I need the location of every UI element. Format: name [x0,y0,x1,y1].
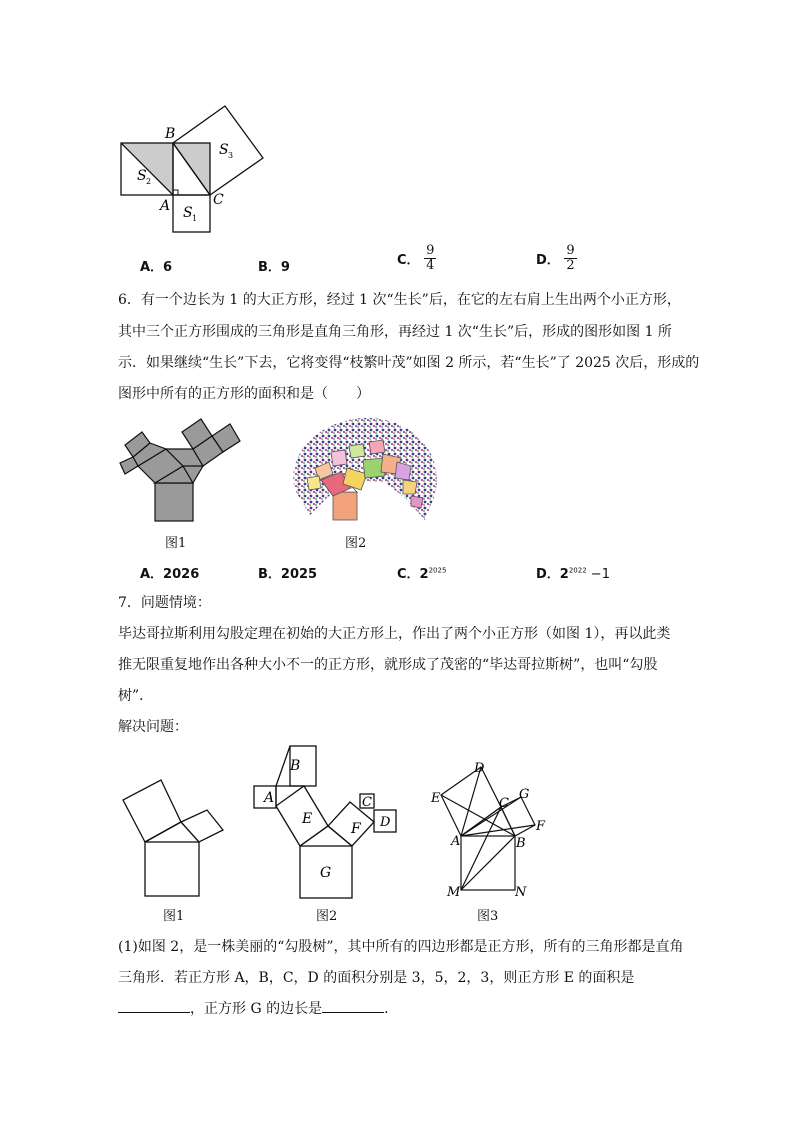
q7-line-2: 毕达哥拉斯利用勾股定理在初始的大正方形上，作出了两个小正方形（如图 1），再以此类 [118,626,671,642]
fig2-label-G: G [320,865,332,881]
q7-line-1: 7．问题情境： [118,595,211,611]
q5-choice-c-prefix: C． [397,253,420,268]
q6-line-3: 示．如果继续“生长”下去，它将变得“枝繁叶茂”如图 2 所示，若“生长”了 2025 次后，形成的 [118,355,700,371]
q5-choice-b: B．9 [258,260,290,275]
q6-choice-c [397,563,446,582]
answer-blank-g-side[interactable] [322,1012,384,1013]
fig3-label-F: F [536,819,546,834]
fig3-label-D: D [474,761,485,776]
q5-choice-d [536,244,577,273]
q7-line-3: 推无限重复地作出各种大小不一的正方形，就形成了茂密的“毕达哥拉斯树”，也叫“勾股 [118,657,658,673]
fig2-label-A: A [264,790,275,806]
q7-p1-line-3b: ． [384,1001,399,1017]
q6-line-1: 6．有一个边长为 1 的大正方形，经过 1 次“生长”后，在它的左右肩上生出两个小正方形， [118,292,681,308]
q7-figure-3 [425,755,560,903]
q6-c-exp: 2025 [428,566,447,575]
q7-line-4: 树”． [118,688,154,704]
fig2-label-B: B [290,758,301,774]
q7-p1-line-3a: ，正方形 G 的边长是 [190,1001,323,1017]
label-C: C [213,192,224,208]
label-S2: S [137,168,147,184]
q5-d-den: 2 [566,258,575,273]
q6-choice-b: B．2025 [258,567,318,582]
q5-choice-d-prefix: D． [536,253,560,268]
fig3-label-C: C [499,796,509,811]
fig2-label-D: D [380,815,391,830]
q7-p1-line-2: 三角形．若正方形 A，B，C，D 的面积分别是 3，5，2，3，则正方形 E 的面积是 [118,970,635,986]
q7-p1-line-1: (1)如图 2，是一株美丽的“勾股树”，其中所有的四边形都是正方形，所有的三角形都是直角 [118,939,684,955]
q5-c-num: 9 [426,243,435,258]
fig3-label-M: M [447,885,461,900]
q6-fig1-caption: 图1 [165,536,187,551]
fig3-label-N: N [515,885,527,900]
q5-d-num: 9 [566,243,575,258]
fig3-label-E: E [431,791,441,806]
q6-c-base: C．2 [397,567,429,582]
q6-choice-a: A．2026 [140,567,200,582]
q7-figure-1 [115,770,235,900]
label-S2-sub: 2 [146,177,152,186]
label-S1-sub: 1 [192,214,198,223]
q6-d-base: D．2 [536,567,569,582]
answer-blank-e-area[interactable] [118,1012,190,1013]
q6-line-2: 其中三个正方形围成的三角形是直角三角形，再经过 1 次“生长”后，形成的图形如图 1 所 [118,324,672,340]
q7-line-5: 解决问题： [118,719,188,735]
label-B: B [165,126,176,142]
q7-fig2-caption: 图2 [316,909,338,924]
fig2-label-C: C [362,795,372,810]
q6-choice-d [536,563,610,582]
q6-d-suffix: −1 [586,567,610,582]
q5-choice-a: A．6 [140,260,173,275]
q7-fig1-caption: 图1 [163,909,185,924]
q5-figure [115,100,275,240]
q7-fig3-caption: 图3 [477,909,499,924]
q6-figure-2 [285,410,445,525]
q6-d-exp: 2022 [568,566,587,575]
q7-figure-2 [248,740,408,902]
q6-line-4: 图形中所有的正方形的面积和是（ ） [118,386,370,402]
fig3-label-G: G [519,787,530,802]
fig2-label-E: E [302,811,313,827]
label-S1: S [183,205,193,221]
label-A: A [160,198,171,214]
q5-choice-c [397,244,436,273]
q6-fig2-caption: 图2 [345,536,367,551]
q6-figure-1 [115,408,245,526]
label-S3: S [219,142,229,158]
label-S3-sub: 3 [228,151,234,160]
q5-c-den: 4 [426,258,435,273]
fig3-label-A: A [451,834,461,849]
fig2-label-F: F [351,821,361,837]
fig3-label-B: B [516,836,526,851]
q7-p1-line-3 [118,999,398,1019]
